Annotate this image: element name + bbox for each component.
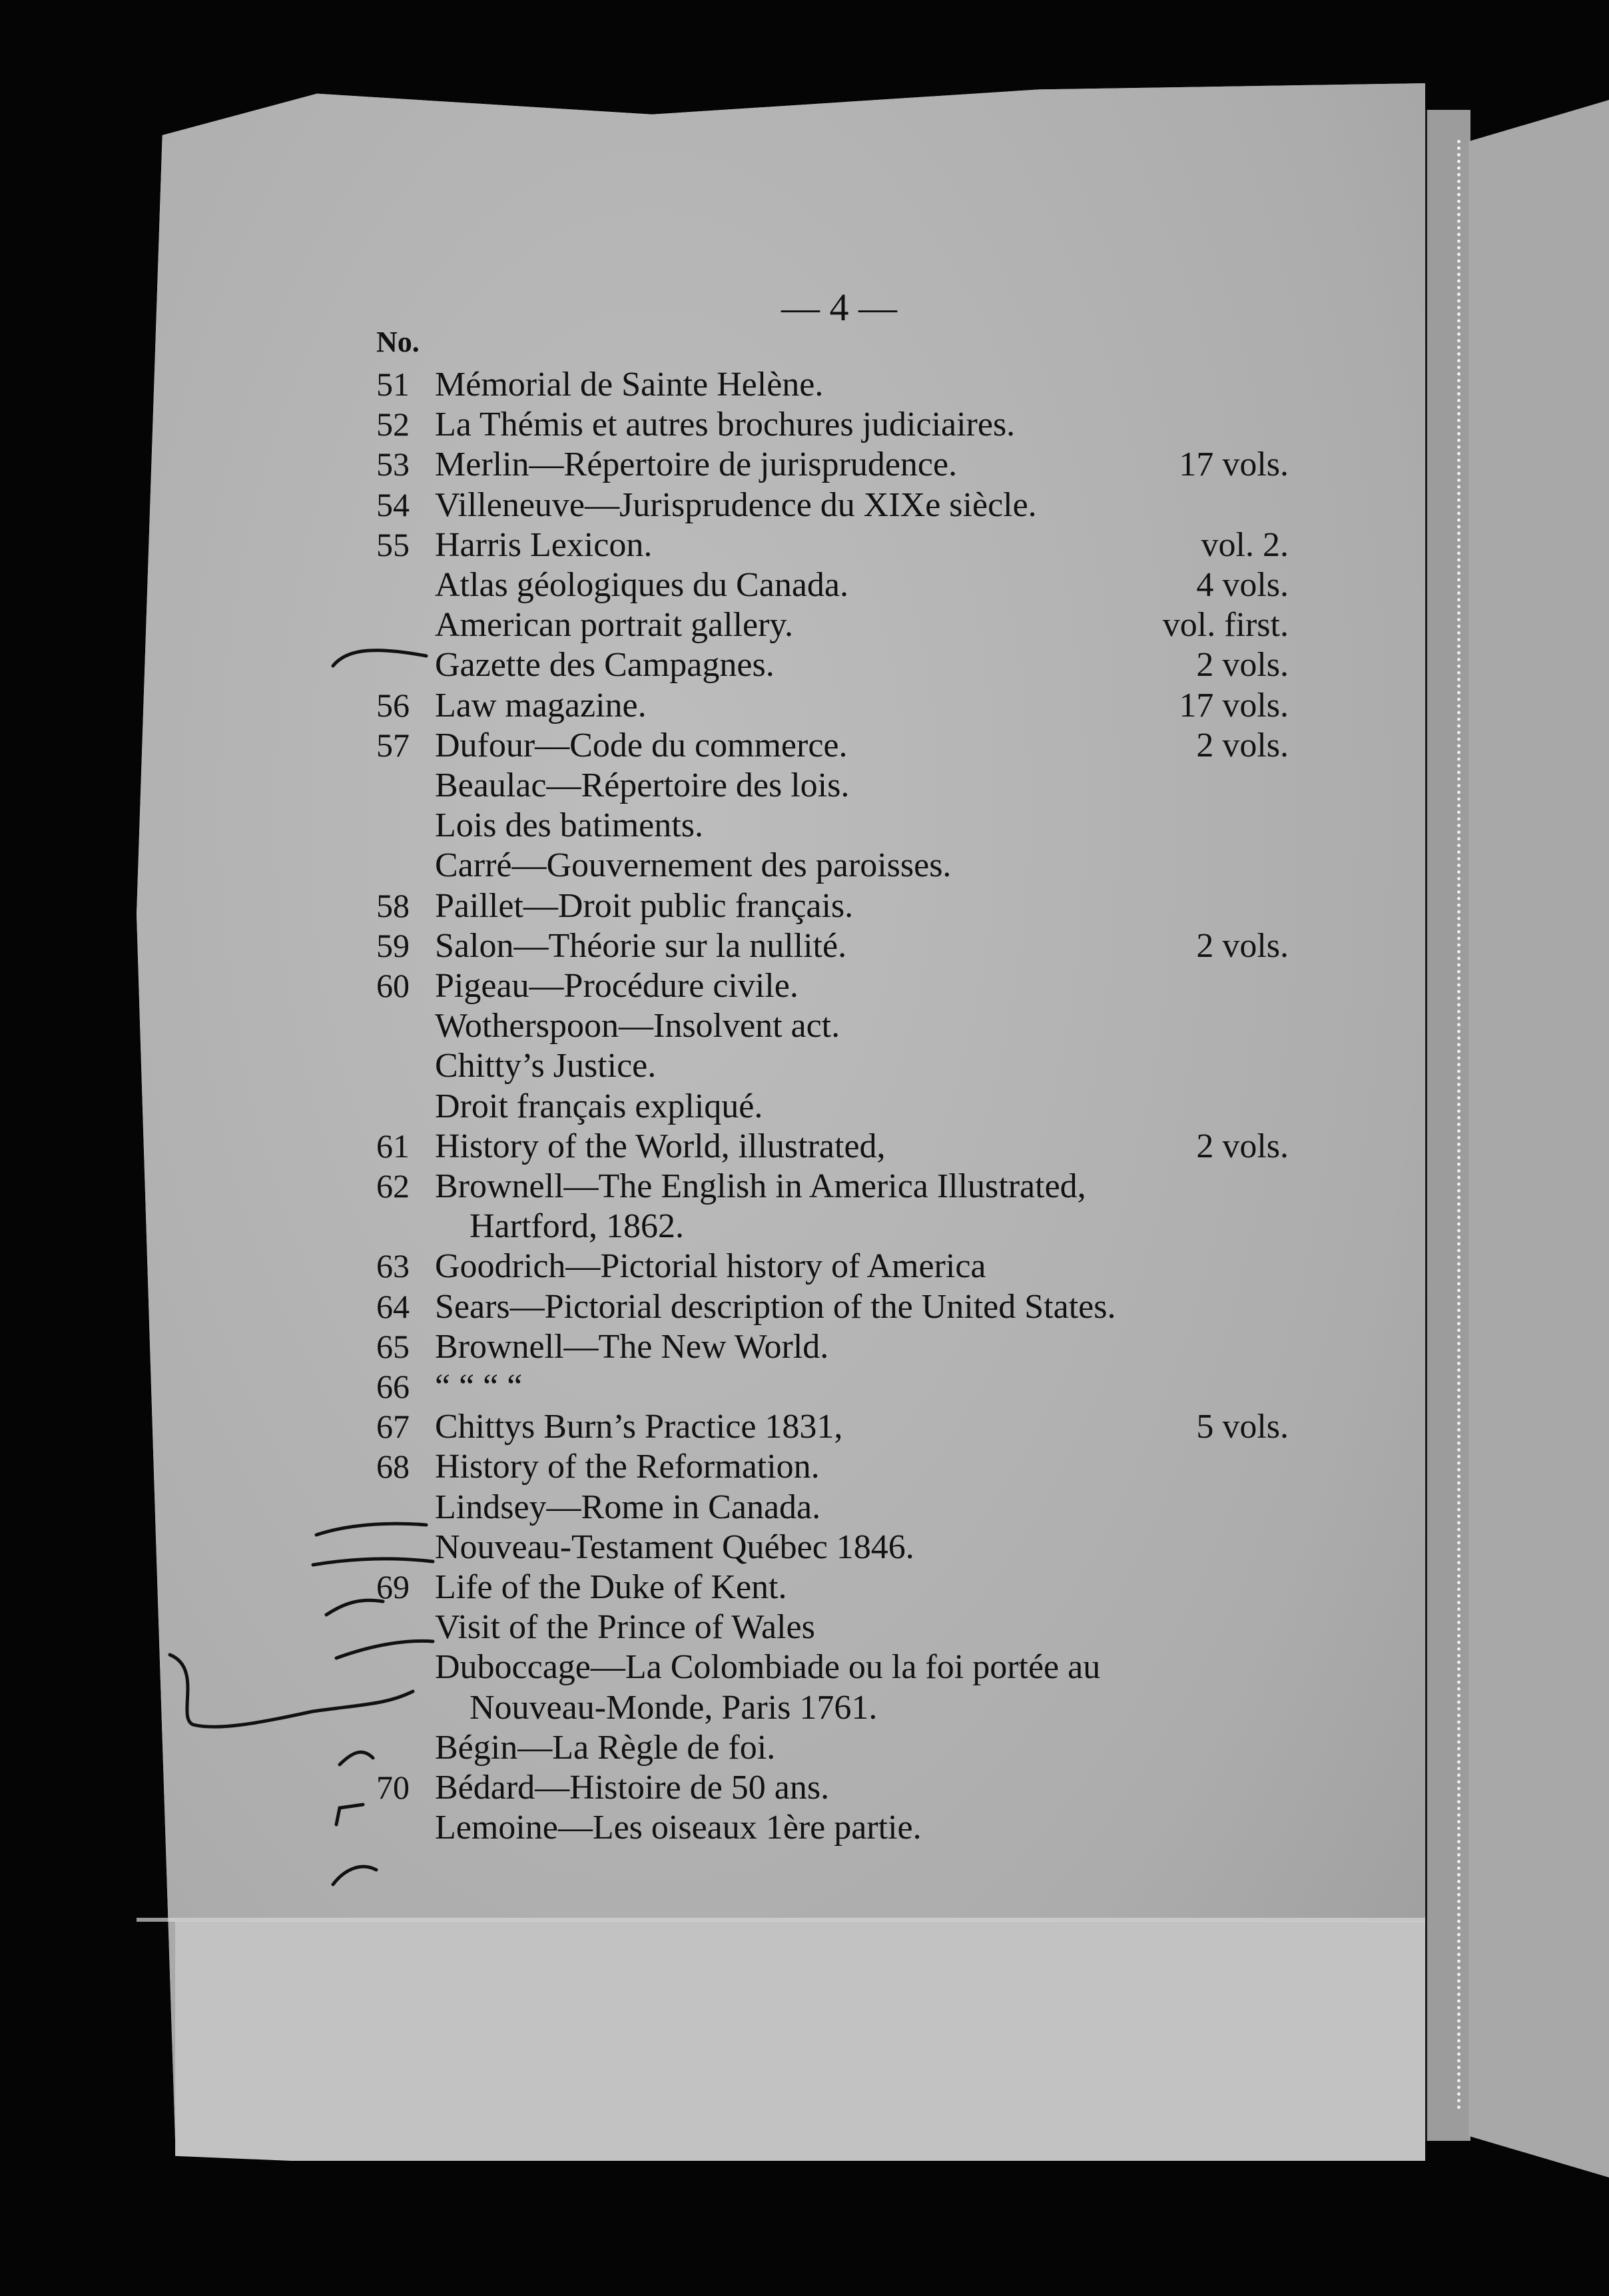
entry-number: 54 [376,485,410,523]
entry-title: Bédard—Histoire de 50 ans. [435,1769,830,1807]
entry-number: 56 [376,686,410,724]
entry-number: 64 [376,1287,410,1325]
entry-number: 61 [376,1127,410,1165]
entry-number: 58 [376,886,410,924]
entry-title: Nouveau-Monde, Paris 1761. [470,1688,878,1727]
entry-volumes: 2 vols. [1196,1127,1289,1165]
entry-number: 51 [376,366,410,403]
entry-title: Brownell—The New World. [435,1327,829,1366]
entry-title: Wotherspoon—Insolvent act. [435,1007,840,1045]
pencil-tick-mark [316,1524,426,1535]
entry-number: 63 [376,1247,410,1285]
entry-volumes: 17 vols. [1179,686,1289,724]
entry-title: Beaulac—Répertoire des lois. [435,766,850,804]
entry-volumes: 2 vols. [1196,926,1289,965]
entry-title: Law magazine. [435,686,647,724]
pencil-tick-mark [333,651,426,666]
pencil-tick-mark [326,1600,383,1615]
entry-title: American portrait gallery. [435,606,794,645]
entry-title: Villeneuve—Jurisprudence du XIXe siècle. [435,485,1037,524]
entry-title: Merlin—Répertoire de jurisprudence. [435,445,958,484]
entry-title: Chitty’s Justice. [435,1047,657,1085]
entry-title: Nouveau-Testament Québec 1846. [435,1528,914,1566]
entry-volumes: vol. 2. [1201,525,1289,564]
entry-title: Life of the Duke of Kent. [435,1568,787,1606]
entry-title: Lindsey—Rome in Canada. [435,1488,821,1526]
pencil-tick-mark [336,1641,433,1658]
entry-volumes: vol. first. [1162,606,1289,645]
entry-title: Dufour—Code du commerce. [435,726,848,764]
entry-volumes: 17 vols. [1179,445,1289,484]
entry-title: Goodrich—Pictorial history of America [435,1247,986,1286]
entry-number: 57 [376,726,410,764]
entry-title: Lois des batiments. [435,806,703,845]
entry-title: Mémorial de Sainte Helène. [435,366,824,404]
pencil-bracket-mark [170,1655,413,1727]
entry-title: Carré—Gouvernement des paroisses. [435,846,952,885]
entry-volumes: 2 vols. [1196,646,1289,685]
entry-title: Salon—Théorie sur la nullité. [435,926,847,965]
entry-number: 52 [376,406,410,443]
entry-title: Paillet—Droit public français. [435,886,854,925]
entry-number: 67 [376,1408,410,1446]
entry-title: La Thémis et autres brochures judiciaires. [435,406,1016,444]
pencil-tick-mark [313,1559,433,1565]
entry-volumes: 5 vols. [1196,1408,1289,1446]
entry-title: History of the World, illustrated, [435,1127,886,1165]
entry-title: Gazette des Campagnes. [435,646,775,685]
entry-number: 68 [376,1448,410,1486]
pencil-tick-mark [340,1752,373,1765]
entry-number: 59 [376,926,410,964]
entry-title: Visit of the Prince of Wales [435,1608,815,1647]
entry-number: 66 [376,1368,410,1405]
entry-number: 69 [376,1568,410,1605]
pencil-tick-mark [336,1805,363,1825]
entry-title: Harris Lexicon. [435,525,653,564]
entry-volumes: 4 vols. [1196,566,1289,604]
entry-title: Sears—Pictorial description of the United States. [435,1287,1116,1326]
entry-number: 55 [376,525,410,563]
entry-title: Atlas géologiques du Canada. [435,566,848,604]
entry-title: Lemoine—Les oiseaux 1ère partie. [435,1809,922,1847]
entry-number: 62 [376,1167,410,1205]
page-number: — 4 — [781,286,897,329]
pencil-tick-mark [333,1866,376,1884]
entry-title: Brownell—The English in America Illustrated, [435,1167,1086,1205]
entry-title: Pigeau—Procédure civile. [435,967,799,1005]
entry-number: 60 [376,967,410,1004]
column-header-no: No. [376,326,420,358]
entry-volumes: 2 vols. [1196,726,1289,764]
entry-title: “ “ “ “ [435,1368,523,1406]
entry-title: Bégin—La Règle de foi. [435,1728,776,1767]
entry-title: Duboccage—La Colombiade ou la foi portée au [435,1648,1101,1687]
entry-number: 65 [376,1327,410,1365]
entry-title: Droit français expliqué. [435,1087,763,1125]
entry-number: 70 [376,1769,410,1806]
entry-title: History of the Reformation. [435,1448,820,1486]
entry-title: Hartford, 1862. [470,1207,685,1246]
entry-number: 53 [376,445,410,483]
entry-title: Chittys Burn’s Practice 1831, [435,1408,843,1446]
